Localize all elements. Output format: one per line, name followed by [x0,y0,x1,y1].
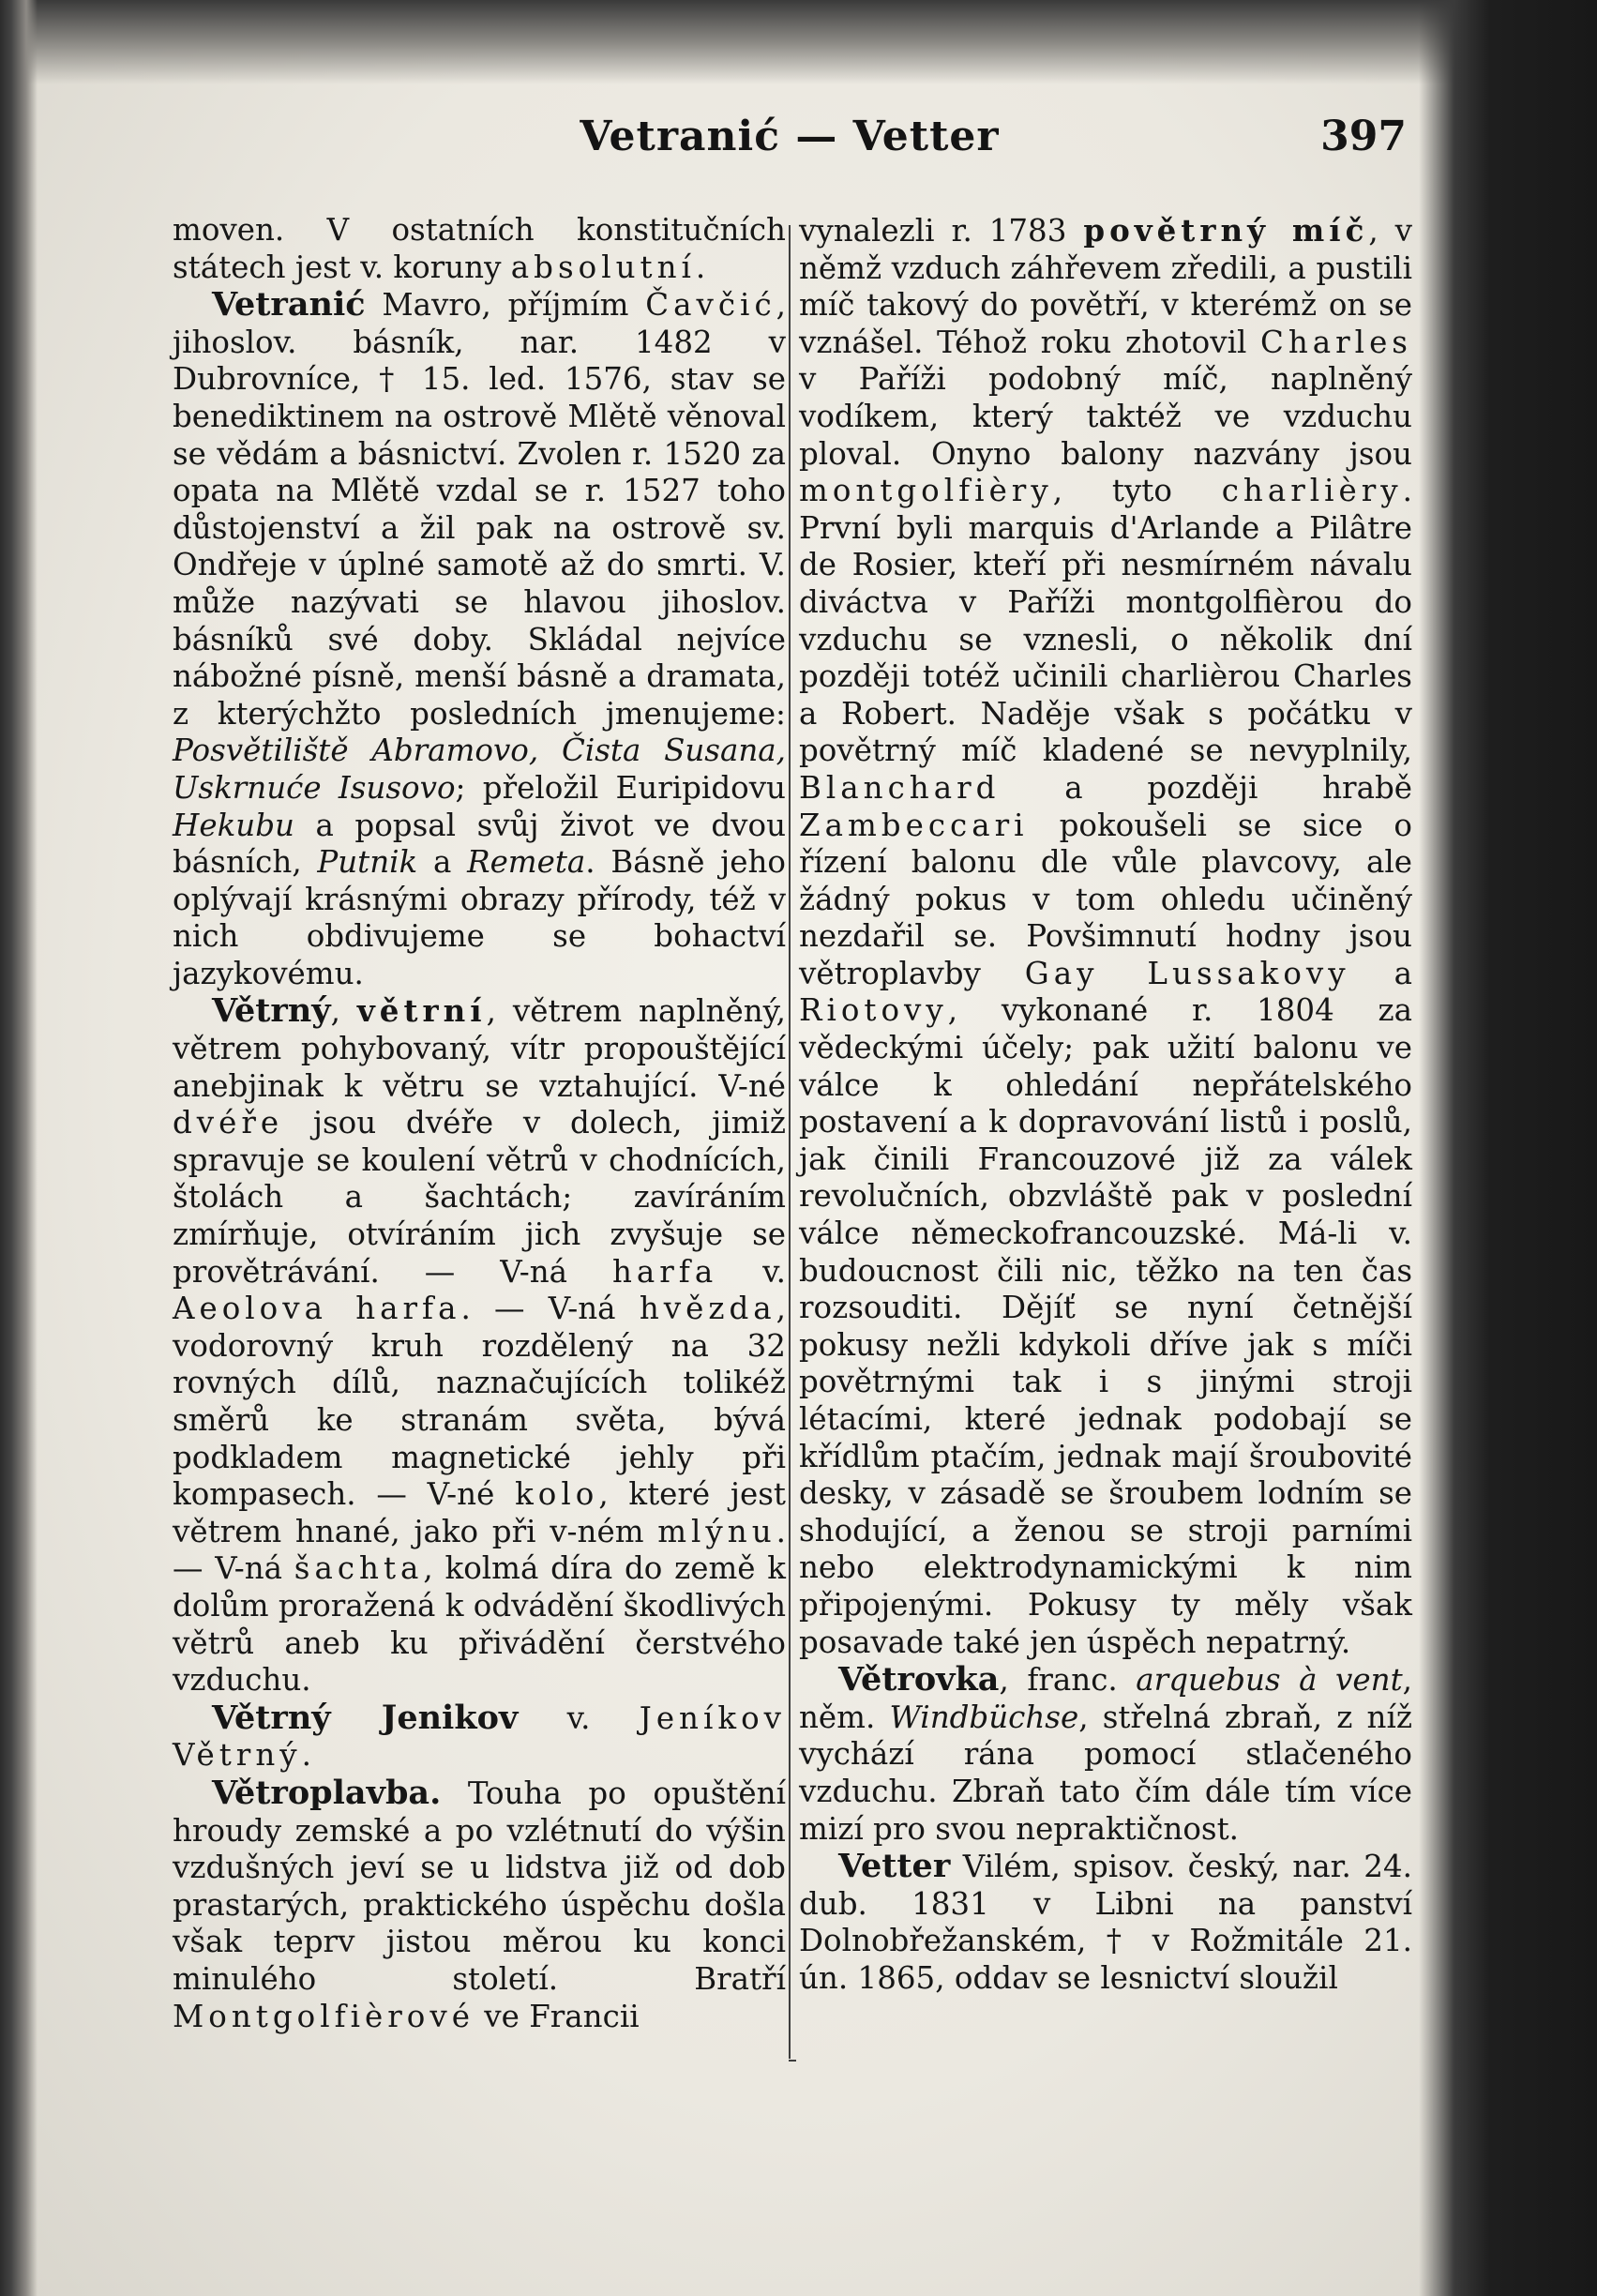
spaced-term: Blanchard [799,769,1001,806]
spaced-term: absolutní [510,249,696,285]
column-divider [789,225,791,2059]
spaced-term: Charles [1259,324,1412,360]
spaced-term: charlièry [1221,473,1403,509]
text-run: , vodorovný kruh rozdělený na 32 rovných dílů, naznačujících tolikéž směrů ke stranám světa, bývá podkladem magnetické jehly při kompasech. — V-né [173,1291,786,1513]
spaced-term: hvězda [639,1291,776,1327]
text-run: moven. V ostatních konstitučních státech jest v. koruny [173,212,786,285]
entry-vetroplavba [173,1775,786,2035]
spaced-term: Jeníkov Větrný [173,1699,787,1774]
text-run: a [1349,955,1412,991]
text-run: , větrem naplněný, větrem pohybovaný, vítr propouštějící anebjinak k větru se vztahující. V-né [173,993,786,1104]
text-run: ve Francii [474,1998,640,2034]
spaced-term: kolo [515,1476,599,1513]
spaced-term: mlýnu [657,1513,776,1549]
text-run: . [695,249,706,285]
text-run: a [417,844,468,881]
spaced-term: Gay Lussakovy [1024,955,1350,991]
spaced-term: Zambeccari [799,807,1029,843]
text-run: vynalezli r. 1783 [799,213,1084,249]
scan-shadow-top [0,0,1597,84]
spaced-term: Montgolfièrové [173,1998,475,2034]
page-header [173,113,1407,178]
italic-title: Hekubu [173,807,294,843]
entry-vetrovka [799,1661,1412,1848]
text-run: . První byli marquis d'Arlande a Pilâtre de Rosier, kteří při nesmírném návalu diváctva v Paříži montgolfièrou do vzduchu se vznesli, o několik dní později totéž učinili charlièrou Charles a Robert. Naděje však s počátku v povětrný míč kladené se nevyplnily, [799,473,1412,769]
spaced-term: šachta [294,1550,424,1587]
text-run: a popsal svůj život ve dvou básních, [173,807,786,881]
spaced-term: větrní [356,992,487,1030]
text-run: Mavro, příjmím [365,287,646,324]
right-column [799,212,1412,1998]
text-run: ; přeložil Euripidovu [455,769,786,806]
entry-headword: Vetranić [212,285,366,325]
text-run: , vykonané r. 1804 za vědeckými účely; pak užití balonu ve válce k ohledání nepřátelského postavení a k dopravování listů i poslů, jak činili Francouzové již za válek revolučních, obzvláště pak v poslední válce německofrancouzské. Má-li v. budoucnost čili nic, těžko na ten čas rozsouditi. Dějíť se nyní četnější pokusy nežli kdykoli dříve jak s míči povětrnými tak i s jinými stroji létacími, které jednak podobají se křídlům ptačím, jednak mají šroubovité desky, v zásadě se šroubem lodním se shodující, a ženou se stroji parními nebo elektrodynamickými k nim připojenými. Pokusy ty měly však posavade také jen úspěch nepatrný. [799,992,1412,1660]
text-run: Vilém, spisov. český, nar. 24. dub. 1831 v Libni na panství Dolnobřežanském, † v Rožmitále 21. ún. 1865, oddav se lesnictví sloužil [799,1849,1412,1996]
text-run: . Básně jeho oplývají krásnými obrazy přírody, též v nich obdivujeme se bohactví jazykovému. [173,844,786,991]
spaced-term: harfa [611,1253,718,1290]
spaced-term: Aeolova harfa [173,1291,461,1327]
text-run: , franc. [999,1662,1137,1699]
text-run: , střelná zbraň, z níž vychází rána pomocí stlačeného vzduchu. Zbraň tato čím dále tím více mizí pro svou nepraktičnost. [799,1699,1412,1847]
italic-title: Putnik [317,844,418,881]
italic-title: Posvětiliště Abramovo, Čista Susana, Uskrnuće Isusovo [173,733,786,806]
text-run: . [301,1737,311,1774]
text-run: v. [717,1253,786,1290]
entry-headword: Větrovka [838,1660,1000,1699]
text-run: a později hrabě [1000,769,1412,806]
text-run: . — V-ná [173,1513,786,1587]
entry-headword: Vetter [838,1847,951,1886]
scan-shadow-right [1419,0,1597,2296]
entry-headword: Větrný [212,991,331,1031]
column-divider-foot [789,2060,796,2062]
spaced-term: Riotovy [799,992,948,1029]
text-run: v. [518,1699,640,1736]
running-head: Vetranić — Vetter [580,113,1000,160]
spaced-term: Čavčić [645,287,776,324]
italic-term: Windbüchse [889,1699,1079,1735]
entry-headword: Větrný Jenikov [212,1698,519,1737]
left-column [173,212,786,2035]
continuation-paragraph [799,212,1412,1661]
spaced-term: povětrný míč [1083,212,1369,249]
text-run: jsou dvéře v dolech, jimiž spravuje se koulení větrů v chodnících, štolách a šachtách; zavíráním zmírňuje, otvíráním jich zvyšuje se provětrávání. — V-ná [173,1105,786,1290]
text-run: , tyto [1052,473,1222,509]
page-number: 397 [1320,113,1407,160]
text-run: , [330,993,357,1030]
spaced-term: dvéře [173,1105,284,1141]
entry-vetrny-jenikov [173,1699,786,1775]
text-run: . — V-ná [460,1291,640,1327]
text-run: , jihoslov. básník, nar. 1482 v Dubrovníce, † 15. led. 1576, stav se benediktinem na ostrově Mlětě věnoval se vědám a básnictví. Zvolen r. 1520 za opata na Mlětě vzdal se r. 1527 toho důstojenství a žil pak na ostrově sv. Ondřeje v úplné samotě až do smrti. V. může nazývati se hlavou jihoslov. básníků své doby. Skládal nejvíce nábožné písně, menší básně a dramata, z kterýchžto posledních jmenujeme: [173,287,786,732]
text-run: Touha po opuštění hroudy zemské a po vzlétnutí do výšin vzdušných jeví se u lidstva již od dob prastarých, praktického úspěchu došla však teprv jistou měrou ku konci minulého století. Bratří [173,1775,786,1997]
text-run: , kolmá díra do země k dolům proražená k odvádění škodlivých větrů aneb ku přivádění čerstvého vzduchu. [173,1550,786,1699]
entry-vetter [799,1848,1412,1997]
text-run: , něm. [799,1662,1412,1735]
text-run: pokoušeli se sice o řízení balonu dle vůle plavcovy, ale žádný pokus v tom ohledu učiněný nezdařil se. Povšimnutí hodny jsou větroplavby [799,807,1412,991]
text-run: v Paříži podobný míč, naplněný vodíkem, který taktéž ve vzduchu ploval. Onyno balony nazvány jsou [799,361,1412,472]
spaced-term: montgolfièry [799,473,1053,509]
text-run: , které jest větrem hnané, jako při v-ném [173,1476,786,1549]
italic-title: Remeta [467,844,586,881]
entry-vetranic [173,286,786,992]
entry-headword: Větroplavba. [212,1773,442,1812]
scan-shadow-left [0,0,38,2296]
text-run: , v němž vzduch záhřevem zředili, a pustili míč takový do povětří, v kterémž on se vznášel. Téhož roku zhotovil [799,213,1413,360]
entry-vetrny [173,992,786,1699]
continuation-paragraph [173,212,786,286]
italic-term: arquebus à vent [1136,1662,1403,1699]
